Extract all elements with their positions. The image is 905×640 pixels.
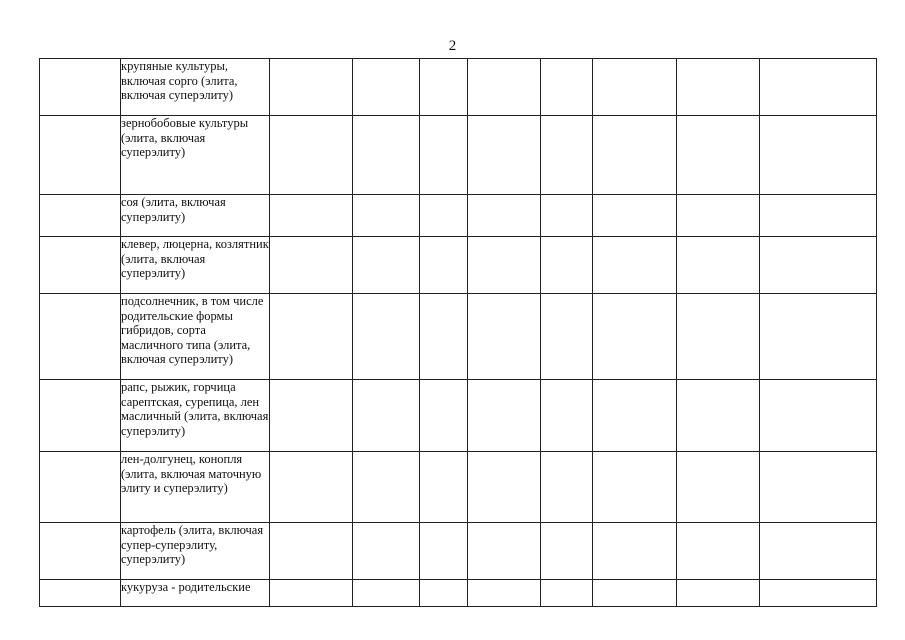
- table-cell: [677, 523, 760, 580]
- table-cell: [40, 452, 121, 523]
- table-cell: [468, 195, 541, 237]
- table-cell: [40, 116, 121, 195]
- crop-name: картофель (элита, включая супер-суперэлиту, суперэлиту): [121, 523, 264, 567]
- crop-name: клевер, люцерна, козлятник (элита, включая суперэлиту): [121, 237, 269, 281]
- table-cell: [40, 523, 121, 580]
- table-row: [40, 116, 877, 195]
- table-cell: [760, 380, 877, 452]
- table-cell: [760, 580, 877, 607]
- table-cell: [270, 380, 353, 452]
- table-cell: [541, 59, 593, 116]
- table-cell: [468, 294, 541, 380]
- table-cell: [353, 380, 420, 452]
- crop-name-cell: [121, 116, 270, 195]
- table-row: [40, 195, 877, 237]
- crop-name-cell: [121, 237, 270, 294]
- crop-name: кукуруза - родительские: [121, 580, 251, 594]
- table-cell: [270, 580, 353, 607]
- table-cell: [541, 294, 593, 380]
- page-number: 2: [448, 38, 457, 54]
- table-cell: [40, 380, 121, 452]
- table-cell: [760, 294, 877, 380]
- table-cell: [541, 580, 593, 607]
- table-cell: [677, 237, 760, 294]
- table-cell: [40, 580, 121, 607]
- table-cell: [541, 452, 593, 523]
- table-row: [40, 452, 877, 523]
- crop-name-cell: [121, 452, 270, 523]
- table-cell: [270, 452, 353, 523]
- table-cell: [677, 59, 760, 116]
- table-cell: [420, 195, 468, 237]
- table-cell: [353, 237, 420, 294]
- table-row: [40, 380, 877, 452]
- table-cell: [353, 59, 420, 116]
- table-cell: [270, 195, 353, 237]
- seed-table: [39, 58, 877, 607]
- table-cell: [353, 580, 420, 607]
- table-cell: [468, 523, 541, 580]
- table-cell: [270, 294, 353, 380]
- table-cell: [677, 380, 760, 452]
- table-row: [40, 59, 877, 116]
- crop-name-cell: [121, 195, 270, 237]
- table-cell: [760, 116, 877, 195]
- table-cell: [353, 452, 420, 523]
- table-cell: [420, 523, 468, 580]
- table-cell: [593, 580, 677, 607]
- table-cell: [468, 452, 541, 523]
- table-cell: [353, 294, 420, 380]
- table-cell: [420, 59, 468, 116]
- table-cell: [760, 523, 877, 580]
- table-cell: [270, 59, 353, 116]
- table-cell: [677, 294, 760, 380]
- table-row: [40, 580, 877, 607]
- table-cell: [541, 195, 593, 237]
- table-cell: [353, 116, 420, 195]
- table-cell: [677, 452, 760, 523]
- crop-name-cell: [121, 580, 270, 607]
- table-row: [40, 523, 877, 580]
- table-cell: [593, 59, 677, 116]
- crop-name: рапс, рыжик, горчица сарептская, сурепица, лен масличный (элита, включая суперэлиту): [121, 380, 269, 438]
- table-cell: [541, 237, 593, 294]
- table-cell: [593, 237, 677, 294]
- table-cell: [760, 237, 877, 294]
- table-cell: [40, 195, 121, 237]
- table-cell: [420, 294, 468, 380]
- table-row: [40, 237, 877, 294]
- crop-name-cell: [121, 380, 270, 452]
- table-cell: [593, 195, 677, 237]
- table-cell: [468, 237, 541, 294]
- table-cell: [420, 116, 468, 195]
- table-cell: [353, 523, 420, 580]
- crop-name: зернобобовые культуры (элита, включая суперэлиту): [121, 116, 249, 160]
- table-cell: [270, 237, 353, 294]
- table-cell: [40, 59, 121, 116]
- table-cell: [420, 237, 468, 294]
- crop-name: соя (элита, включая суперэлиту): [121, 195, 226, 224]
- table-cell: [593, 116, 677, 195]
- table-cell: [760, 195, 877, 237]
- table-cell: [593, 452, 677, 523]
- crop-name: лен-долгунец, конопля (элита, включая маточную элиту и суперэлиту): [121, 452, 262, 496]
- table-cell: [40, 294, 121, 380]
- table-row: [40, 294, 877, 380]
- table-cell: [541, 380, 593, 452]
- table-cell: [593, 380, 677, 452]
- crop-name: подсолнечник, в том числе родительские формы гибридов, сорта масличного типа (элита, включая суперэлиту): [121, 294, 264, 367]
- table-cell: [353, 195, 420, 237]
- table-cell: [760, 452, 877, 523]
- table-cell: [760, 59, 877, 116]
- table-cell: [420, 452, 468, 523]
- table-cell: [468, 116, 541, 195]
- table-cell: [593, 523, 677, 580]
- table-cell: [468, 380, 541, 452]
- table-cell: [541, 523, 593, 580]
- table-cell: [468, 59, 541, 116]
- table-cell: [468, 580, 541, 607]
- table-cell: [420, 580, 468, 607]
- table-cell: [677, 580, 760, 607]
- crop-name: крупяные культуры, включая сорго (элита, включая суперэлиту): [121, 59, 238, 103]
- table-cell: [40, 237, 121, 294]
- table-cell: [420, 380, 468, 452]
- crop-name-cell: [121, 59, 270, 116]
- crop-name-cell: [121, 294, 270, 380]
- table-cell: [270, 523, 353, 580]
- table-cell: [541, 116, 593, 195]
- table-cell: [677, 195, 760, 237]
- table-cell: [593, 294, 677, 380]
- table-cell: [677, 116, 760, 195]
- table-cell: [270, 116, 353, 195]
- crop-name-cell: [121, 523, 270, 580]
